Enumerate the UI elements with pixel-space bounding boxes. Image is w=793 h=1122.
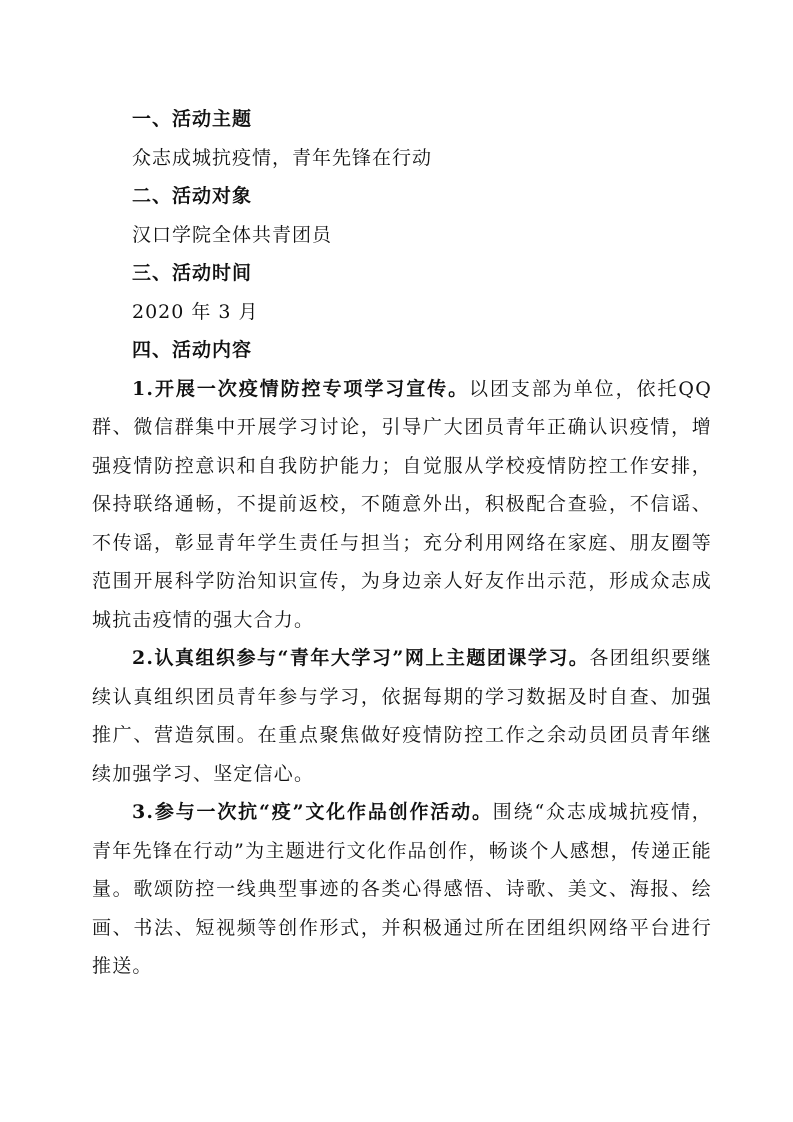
document-body bbox=[92, 100, 712, 986]
content-item-1-body: 以团支部为单位，依托QQ群、微信群集中开展学习讨论，引导广大团员青年正确认识疫情，增强疫情防控意识和自我防护能力；自觉服从学校疫情防控工作安排，保持联络通畅，不提前返校，不随意外出，积极配合查验，不信谣、不传谣，彰显青年学生责任与担当；充分利用网络在家庭、朋友圈等范围开展科学防治知识宣传，为身边亲人好友作出示范，形成众志成城抗击疫情的强大合力。 bbox=[92, 377, 712, 631]
content-item-1 bbox=[92, 370, 712, 640]
time-text: 2020 年 3 月 bbox=[132, 300, 259, 323]
content-item-3-lead: 3.参与一次抗“疫”文化作品创作活动。 bbox=[132, 801, 493, 823]
section-heading-target: 二、活动对象 bbox=[132, 185, 253, 207]
content-item-2 bbox=[92, 639, 712, 793]
section-heading-content: 四、活动内容 bbox=[132, 339, 253, 361]
theme-text: 众志成城抗疫情，青年先锋在行动 bbox=[132, 146, 433, 169]
target-text: 汉口学院全体共青团员 bbox=[132, 223, 333, 246]
section-heading-time: 三、活动时间 bbox=[132, 262, 253, 284]
content-item-1-lead: 1.开展一次疫情防控专项学习宣传。 bbox=[132, 377, 470, 400]
content-item-2-lead: 2.认真组织参与“青年大学习”网上主题团课学习。 bbox=[132, 647, 590, 669]
content-item-3-body: 围绕“众志成城抗疫情，青年先锋在行动”为主题进行文化作品创作，畅谈个人感想，传递正能量。歌颂防控一线典型事迹的各类心得感悟、诗歌、美文、海报、绘画、书法、短视频等创作形式，并积极通过所在团组织网络平台进行推送。 bbox=[92, 801, 712, 977]
content-item-2-body: 各团组织要继续认真组织团员青年参与学习，依据每期的学习数据及时自查、加强推广、营造氛围。在重点聚焦做好疫情防控工作之余动员团员青年继续加强学习、坚定信心。 bbox=[92, 647, 712, 785]
section-heading-theme: 一、活动主题 bbox=[132, 108, 253, 130]
content-item-3 bbox=[92, 793, 712, 986]
